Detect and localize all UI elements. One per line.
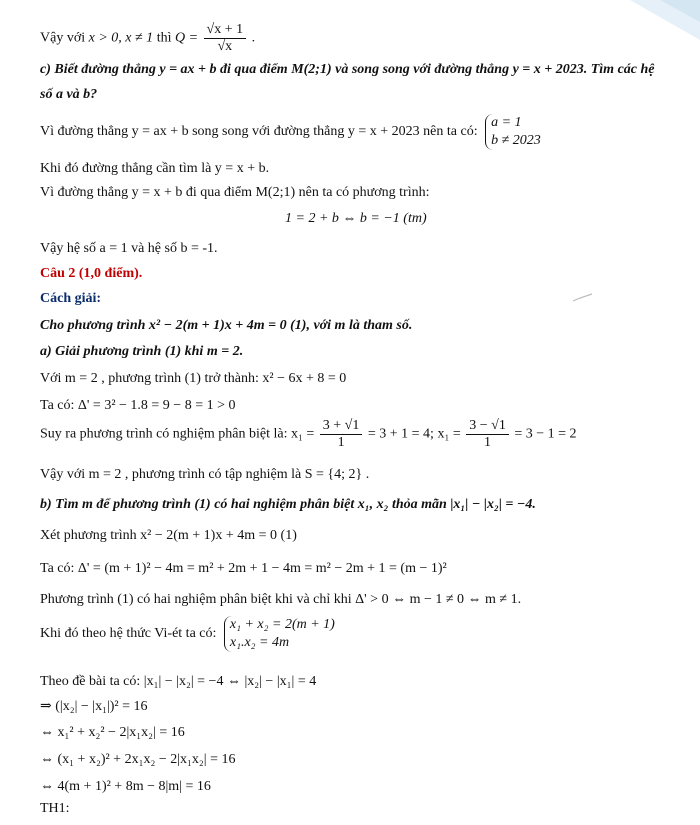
- conclusion-q-line: Vậy với x > 0, x ≠ 1 thì Q = $\frac{√x + 1}{√x}$ .: [40, 22, 256, 54]
- corner-decoration: [610, 0, 700, 40]
- a-line-1: Với m = 2 , phương trình (1) trở thành: x² − 6x + 8 = 0: [40, 371, 347, 386]
- part-b-heading: b) Tìm m để phương trình (1) có hai nghiệm phân biệt x₁, x₂ thỏa mãn |x₁| − |x₂| = −4.: [40, 497, 536, 512]
- b-line-5: Theo đề bài ta có: |x₁| − |x₂| = −4 ⇔ |x₂| − |x₁| = 4: [40, 674, 317, 689]
- math-q: Q =: [174, 30, 199, 46]
- math-condition: x > 0, x ≠ 1: [88, 30, 154, 46]
- pen-mark-decoration: [572, 293, 594, 303]
- b-line-7: ⇔ x₁² + x₂² − 2|x₁x₂| = 16: [40, 725, 185, 740]
- b-line-3: Phương trình (1) có hai nghiệm phân biệt khi và chỉ khi Δ' > 0 ⇔ m − 1 ≠ 0 ⇔ m ≠ 1.: [40, 592, 522, 607]
- system-vieta: x₁ + x₂ = 2(m + 1) x₁.x₂ = 4m: [224, 616, 335, 652]
- a-line-4: Vậy với m = 2 , phương trình có tập nghiệm là S = {4; 2} .: [40, 467, 370, 482]
- question-2-heading: Câu 2 (1,0 điểm).: [40, 266, 143, 281]
- b-line-2: Ta có: Δ' = (m + 1)² − 4m = m² + 2m + 1 − 4m = m² − 2m + 1 = (m − 1)²: [40, 561, 447, 576]
- text: thì: [156, 30, 172, 46]
- a-line-2: Ta có: Δ' = 3² − 1.8 = 9 − 8 = 1 > 0: [40, 398, 236, 413]
- part-a-heading: a) Giải phương trình (1) khi m = 2.: [40, 344, 244, 359]
- fraction-root-2: $\frac{3 - √1}{1}$: [466, 418, 509, 451]
- part-c-heading-cont: số a và b?: [40, 87, 98, 102]
- fraction-q: $\frac{√x + 1}{√x}$: [204, 22, 247, 55]
- part-c-heading: c) Biết đường thẳng y = ax + b đi qua điểm M(2;1) và song song với đường thẳng y = x + 2023. Tìm các hệ: [40, 62, 655, 77]
- a-roots-line: Suy ra phương trình có nghiệm phân biệt là: x₁ = $\frac{3 + √1}{1}$ = 3 + 1 = 4; x₁ = $\frac{3 - √1}{1}$ = 3 − 1 = 2: [40, 418, 577, 450]
- c-line-2: Khi đó đường thẳng cần tìm là y = x + b.: [40, 161, 270, 176]
- case-1-label: TH1:: [40, 801, 70, 816]
- solution-label: Cách giải:: [40, 291, 102, 306]
- fraction-root-1: $\frac{3 + √1}{1}$: [320, 418, 363, 451]
- b-line-1: Xét phương trình x² − 2(m + 1)x + 4m = 0 (1): [40, 528, 297, 543]
- b-line-8: ⇔ (x₁ + x₂)² + 2x₁x₂ − 2|x₁x₂| = 16: [40, 752, 236, 767]
- b-line-6: ⇒ (|x₂| − |x₁|)² = 16: [40, 699, 148, 714]
- c-equation: 1 = 2 + b ⇔ b = −1 (tm): [285, 211, 427, 226]
- question-2-statement: Cho phương trình x² − 2(m + 1)x + 4m = 0 (1), với m là tham số.: [40, 318, 413, 333]
- c-line-3: Vì đường thẳng y = x + b đi qua điểm M(2;1) nên ta có phương trình:: [40, 185, 430, 200]
- c-parallel-line: Vì đường thẳng y = ax + b song song với đường thẳng y = x + 2023 nên ta có: a = 1 b ≠ 2023: [40, 115, 541, 148]
- system-ab: a = 1 b ≠ 2023: [485, 114, 541, 150]
- c-line-5: Vậy hệ số a = 1 và hệ số b = -1.: [40, 241, 218, 256]
- text: Vậy với: [40, 30, 86, 46]
- b-vieta-line: Khi đó theo hệ thức Vi-ét ta có: x₁ + x₂ = 2(m + 1) x₁.x₂ = 4m: [40, 617, 335, 650]
- b-line-9: ⇔ 4(m + 1)² + 8m − 8|m| = 16: [40, 779, 211, 794]
